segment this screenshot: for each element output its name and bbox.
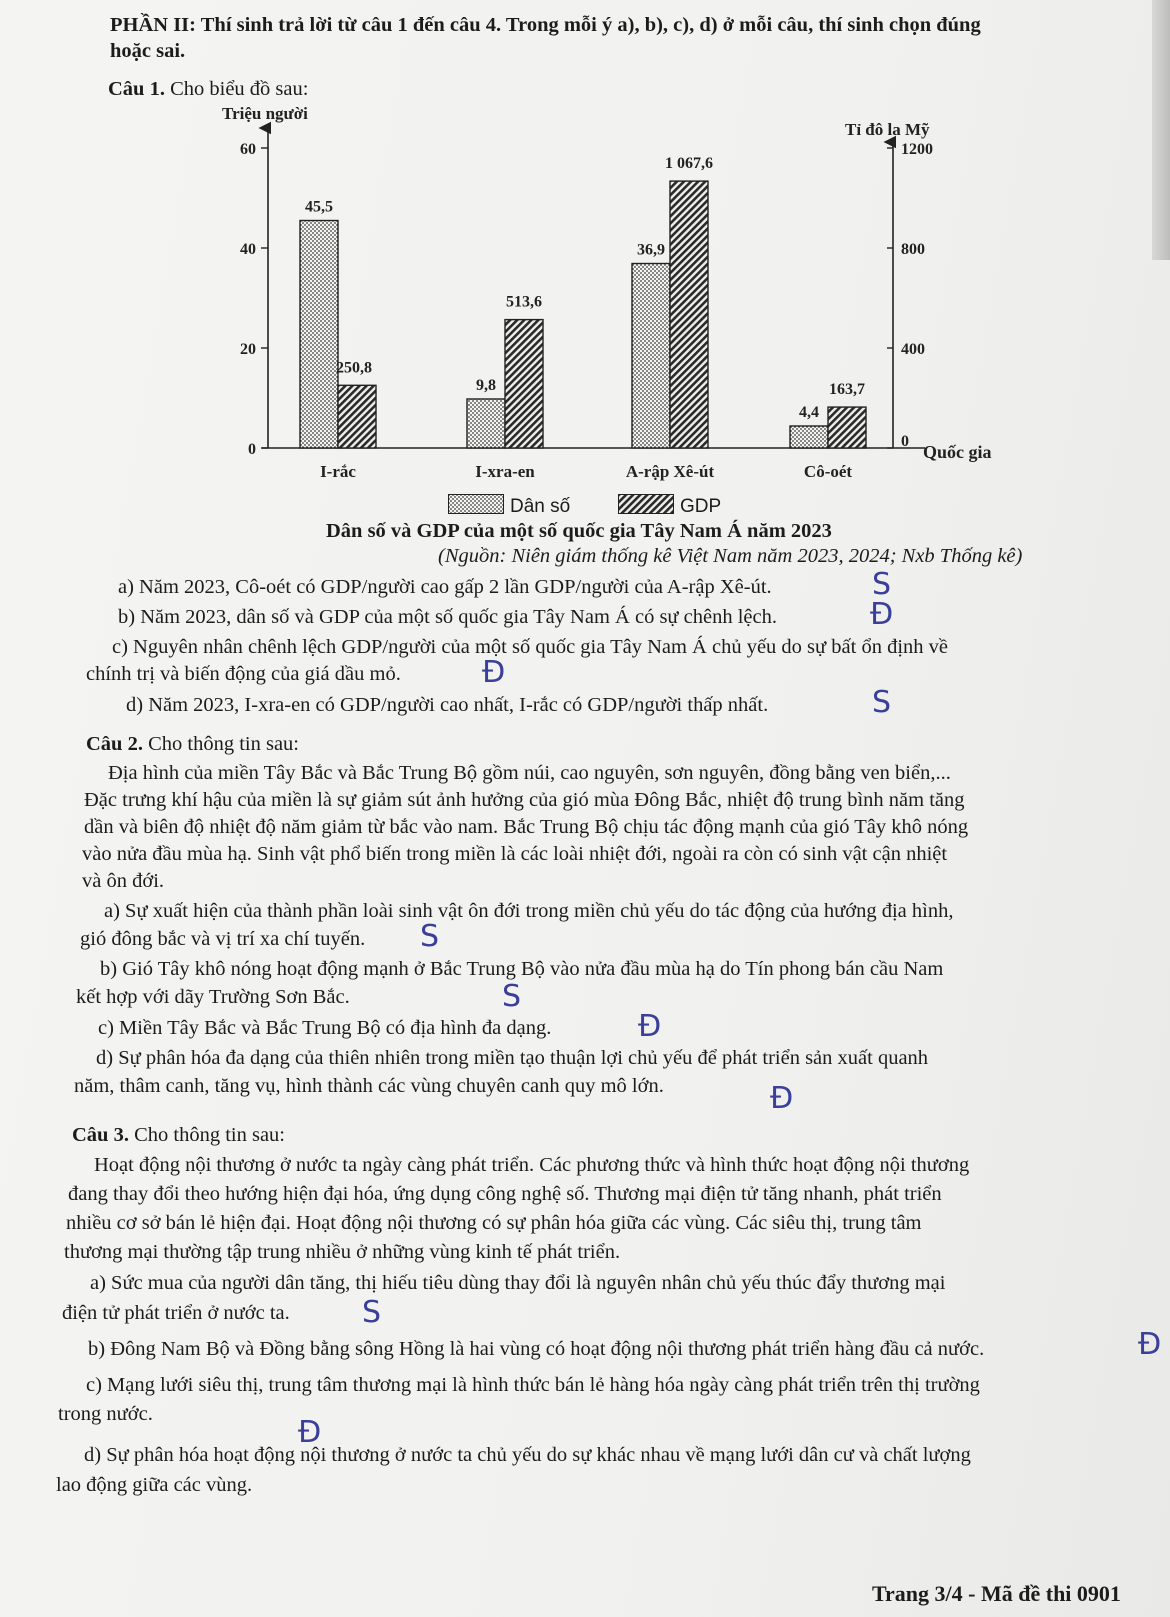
data-label-population: 45,5 — [305, 198, 333, 216]
data-label-gdp: 163,7 — [829, 381, 865, 399]
q3-item-a-line1: a) Sức mua của người dân tăng, thị hiếu tiêu dùng thay đổi là nguyên nhân chủ yếu thúc đẩy thương mại — [90, 1272, 946, 1294]
q3-item-c-mark: Đ — [298, 1415, 322, 1450]
x-axis-label: Quốc gia — [923, 442, 992, 462]
q3-para-line1: Hoạt động nội thương ở nước ta ngày càng phát triển. Các phương thức và hình thức hoạt động nội thương — [94, 1154, 970, 1176]
q2-item-a-line1: a) Sự xuất hiện của thành phần loài sinh vật ôn đới trong miền chủ yếu do tác động của hướng địa hình, — [104, 900, 954, 922]
q3-para-line2: đang thay đổi theo hướng hiện đại hóa, ứng dụng công nghệ số. Thương mại điện tử tăng nhanh, phát triển — [68, 1183, 942, 1205]
chart-source: (Nguồn: Niên giám thống kê Việt Nam năm 2023, 2024; Nxb Thống kê) — [438, 545, 1023, 567]
legend-swatch-gdp-graphic — [618, 494, 674, 514]
q3-number: Câu 3. — [72, 1124, 129, 1146]
left-tick-label: 20 — [240, 341, 256, 358]
q2-para-line2: Đặc trưng khí hậu của miền là sự giảm sút ảnh hưởng của gió mùa Đông Bắc, nhiệt độ trung bình năm tăng — [84, 789, 965, 811]
q1-title-text: Cho biểu đồ sau: — [164, 78, 309, 100]
category-label: I-xra-en — [475, 462, 535, 481]
data-label-population: 4,4 — [799, 404, 819, 421]
q2-item-b-line2: kết hợp với dãy Trường Sơn Bắc. — [76, 986, 350, 1008]
chart-marks — [240, 128, 933, 481]
q2-item-b-mark: S — [502, 979, 522, 1014]
bar-gdp — [338, 385, 376, 448]
left-tick-label: 60 — [240, 141, 256, 158]
category-label: Cô-oét — [803, 462, 853, 481]
q1-item-c-mark: Đ — [482, 655, 506, 690]
q1-item-d: d) Năm 2023, I-xra-en có GDP/người cao nhất, I-rắc có GDP/người thấp nhất. — [126, 694, 769, 716]
legend-label-population: Dân số — [510, 496, 571, 517]
category-label: A-rập Xê-út — [625, 462, 715, 481]
q3-item-c-line2: trong nước. — [58, 1403, 153, 1425]
right-tick-label: 800 — [901, 241, 925, 258]
bar-gdp — [505, 320, 543, 448]
q3-item-c-line1: c) Mạng lưới siêu thị, trung tâm thương mại là hình thức bán lẻ hàng hóa ngày càng phát triển trên thị trường — [86, 1374, 980, 1396]
q1-item-a: a) Năm 2023, Cô-oét có GDP/người cao gấp 2 lần GDP/người của A-rập Xê-út. — [118, 576, 772, 598]
q2-title-text: Cho thông tin sau: — [142, 733, 300, 755]
q2-item-a-line2: gió đông bắc và vị trí xa chí tuyến. — [80, 928, 366, 950]
q2-title — [86, 731, 299, 758]
q2-para-line5: và ôn đới. — [82, 870, 165, 892]
q2-para-line1: Địa hình của miền Tây Bắc và Bắc Trung Bộ gồm núi, cao nguyên, sơn nguyên, đồng bằng ven biển,... — [108, 762, 951, 784]
page-footer: Trang 3/4 - Mã đề thi 0901 — [872, 1581, 1121, 1606]
q2-item-b-line1: b) Gió Tây khô nóng hoạt động mạnh ở Bắc Trung Bộ vào nửa đầu mùa hạ do Tín phong bán cầu Nam — [100, 958, 944, 980]
q2-item-d-line1: d) Sự phân hóa đa dạng của thiên nhiên trong miền tạo thuận lợi chủ yếu để phát triển sản xuất quanh — [96, 1047, 929, 1069]
data-label-gdp: 513,6 — [506, 293, 542, 311]
left-tick-label: 0 — [248, 441, 256, 458]
bar-population — [790, 426, 828, 448]
q1-number: Câu 1. — [108, 78, 165, 100]
right-tick-label: 400 — [901, 341, 925, 358]
q3-para-line3: nhiều cơ sở bán lẻ hiện đại. Hoạt động nội thương có sự phân hóa giữa các vùng. Các siêu thị, trung tâm — [66, 1212, 922, 1234]
q3-item-d-line1: d) Sự phân hóa hoạt động nội thương ở nước ta chủ yếu do sự khác nhau về mạng lưới dân cư và chất lượng — [84, 1444, 971, 1466]
category-label: I-rắc — [320, 462, 356, 481]
q3-para-line4: thương mại thường tập trung nhiều ở những vùng kinh tế phát triển. — [64, 1241, 621, 1263]
chart-caption: Dân số và GDP của một số quốc gia Tây Nam Á năm 2023 — [326, 520, 832, 542]
q1-item-b-mark: Đ — [870, 597, 894, 632]
q3-item-a-line2: điện tử phát triển ở nước ta. — [62, 1302, 290, 1324]
bar-population — [467, 399, 505, 448]
q3-item-b-mark: Đ — [1138, 1327, 1162, 1362]
right-axis-label: Tỉ đô la Mỹ — [845, 120, 930, 139]
bar-population — [300, 221, 338, 449]
q3-title — [72, 1122, 285, 1149]
q2-item-c-mark: Đ — [638, 1009, 662, 1044]
population-gdp-chart — [0, 100, 1170, 532]
q2-para-line4: vào nửa đầu mùa hạ. Sinh vật phổ biến trong miền là các loài nhiệt đới, ngoài ra còn có sinh vật cận nhiệt — [82, 843, 948, 865]
part-heading-line2: hoặc sai. — [110, 40, 186, 62]
q2-para-line3: dần và biên độ nhiệt độ năm giảm từ bắc vào nam. Bắc Trung Bộ chịu tác động mạnh của gió Tây khô nóng — [84, 816, 969, 838]
right-tick-label: 0 — [901, 433, 909, 450]
legend-swatch-population-graphic — [448, 494, 504, 514]
q3-title-text: Cho thông tin sau: — [128, 1124, 286, 1146]
q3-item-d-line2: lao động giữa các vùng. — [56, 1474, 253, 1496]
q2-item-d-mark: Đ — [770, 1081, 794, 1116]
legend-label-gdp: GDP — [680, 496, 722, 517]
data-label-gdp: 250,8 — [336, 359, 372, 377]
legend-swatch-gdp — [618, 494, 674, 514]
q3-item-a-mark: S — [362, 1295, 382, 1330]
data-label-population: 9,8 — [476, 377, 496, 394]
right-tick-label: 1200 — [901, 141, 933, 158]
q2-item-d-line2: năm, thâm canh, tăng vụ, hình thành các vùng chuyên canh quy mô lớn. — [74, 1075, 664, 1097]
legend-swatch-population — [448, 494, 504, 514]
q3-item-b: b) Đông Nam Bộ và Đồng bằng sông Hồng là hai vùng có hoạt động nội thương phát triển hàng đầu cả nước. — [88, 1338, 985, 1360]
left-tick-label: 40 — [240, 241, 256, 258]
bar-population — [632, 264, 670, 449]
part-heading-line1: PHẦN II: Thí sinh trả lời từ câu 1 đến câu 4. Trong mỗi ý a), b), c), d) ở mỗi câu, thí sinh chọn đúng — [110, 14, 981, 36]
q1-item-b: b) Năm 2023, dân số và GDP của một số quốc gia Tây Nam Á có sự chênh lệch. — [118, 606, 777, 628]
q1-item-a-mark: S — [872, 567, 892, 602]
left-axis-label: Triệu người — [222, 104, 308, 123]
data-label-gdp: 1 067,6 — [665, 155, 713, 173]
q1-item-c-line1: c) Nguyên nhân chênh lệch GDP/người của một số quốc gia Tây Nam Á chủ yếu do sự bất ổn định về — [112, 636, 948, 658]
q1-item-c-line2: chính trị và biến động của giá dầu mỏ. — [86, 663, 401, 685]
data-label-population: 36,9 — [637, 241, 665, 259]
q1-title — [108, 76, 308, 103]
q2-number: Câu 2. — [86, 733, 143, 755]
bar-gdp — [828, 407, 866, 448]
q1-item-d-mark: S — [872, 685, 892, 720]
bar-gdp — [670, 181, 708, 448]
q2-item-c: c) Miền Tây Bắc và Bắc Trung Bộ có địa hình đa dạng. — [98, 1017, 552, 1039]
q2-item-a-mark: S — [420, 919, 440, 954]
